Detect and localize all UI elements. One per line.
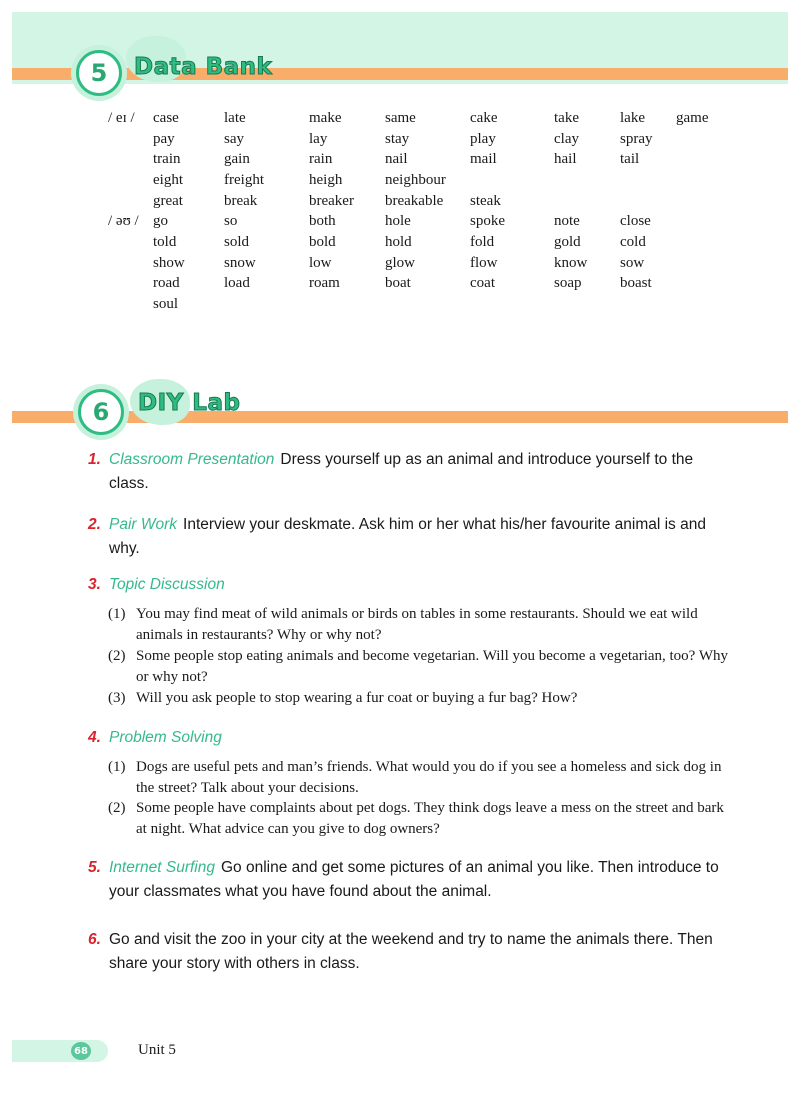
- task-number: 3.: [88, 576, 101, 593]
- task-text: Go online and get some pictures of an animal you like. Then introduce to your classmates what you have found about the animal.: [109, 859, 719, 900]
- discussion-item-1: [108, 604, 728, 645]
- item-number: (1): [108, 759, 126, 775]
- word-cell: rain: [309, 151, 333, 168]
- word-cell: [554, 294, 620, 315]
- word-row: [108, 108, 726, 129]
- word-cell: so: [224, 213, 238, 230]
- task-2: [88, 513, 728, 561]
- word-cell: eight: [153, 171, 183, 188]
- word-cell: heigh: [309, 171, 343, 188]
- problem-item-2: [108, 798, 728, 839]
- word-cell: show: [153, 254, 185, 271]
- section-5-number: 5: [76, 50, 122, 96]
- word-cell: glow: [385, 254, 415, 271]
- word-cell: lay: [309, 130, 328, 147]
- data-bank-table: [108, 108, 726, 315]
- task-3: [88, 573, 728, 597]
- task-number: 6.: [88, 931, 101, 948]
- item-number: (2): [108, 800, 126, 816]
- word-cell: [676, 170, 726, 191]
- task-name: Internet Surfing: [109, 859, 215, 876]
- section-6-title: DIY Lab: [138, 390, 241, 416]
- word-cell: [676, 232, 726, 253]
- word-cell: pay: [153, 130, 175, 147]
- word-cell: [309, 294, 385, 315]
- word-cell: nail: [385, 151, 408, 168]
- word-cell: neighbour: [385, 171, 446, 188]
- word-cell: snow: [224, 254, 256, 271]
- word-cell: hail: [554, 151, 577, 168]
- word-cell: hold: [385, 233, 412, 250]
- word-cell: spoke: [470, 213, 505, 230]
- word-cell: boast: [620, 275, 652, 292]
- task-4: [88, 726, 728, 750]
- discussion-item-2: [108, 646, 728, 687]
- task-number: 5.: [88, 859, 101, 876]
- word-cell: [224, 294, 309, 315]
- word-cell: game: [676, 109, 709, 126]
- word-cell: gain: [224, 151, 250, 168]
- item-text: You may find meat of wild animals or birds on tables in some restaurants. Should we eat wild animals in restaurants? Why or why not?: [136, 606, 698, 643]
- word-cell: gold: [554, 233, 581, 250]
- section-6-band: [12, 411, 788, 423]
- word-row: [108, 170, 726, 191]
- word-cell: [676, 294, 726, 315]
- word-cell: say: [224, 130, 244, 147]
- phonetic-symbol: [108, 129, 153, 150]
- phonetic-symbol: [108, 191, 153, 212]
- word-cell: lake: [620, 109, 645, 126]
- item-text: Some people have complaints about pet dogs. They think dogs leave a mess on the street and bark at night. What advice can you give to dog owners?: [136, 800, 724, 837]
- phonetic-symbol: / əʊ /: [108, 213, 139, 230]
- word-cell: road: [153, 275, 180, 292]
- word-cell: play: [470, 130, 496, 147]
- item-number: (1): [108, 606, 126, 622]
- word-cell: fold: [470, 233, 495, 250]
- task-text: Interview your deskmate. Ask him or her what his/her favourite animal is and why.: [109, 516, 706, 557]
- task-1: [88, 448, 728, 496]
- word-cell: [554, 170, 620, 191]
- word-cell: soul: [153, 296, 179, 313]
- word-cell: load: [224, 275, 250, 292]
- word-cell: sold: [224, 233, 250, 250]
- phonetic-symbol: / eɪ /: [108, 109, 135, 126]
- word-row: [108, 294, 726, 315]
- word-cell: [620, 170, 676, 191]
- word-cell: great: [153, 192, 183, 209]
- word-cell: breaker: [309, 192, 354, 209]
- problem-item-1: [108, 757, 728, 798]
- word-cell: cold: [620, 233, 646, 250]
- phonetic-symbol: [108, 232, 153, 253]
- word-cell: bold: [309, 233, 336, 250]
- word-cell: soap: [554, 275, 582, 292]
- word-cell: hole: [385, 213, 411, 230]
- word-cell: late: [224, 109, 246, 126]
- word-cell: clay: [554, 130, 579, 147]
- word-row: [108, 211, 726, 232]
- word-cell: [676, 211, 726, 232]
- footer-bar: [12, 1040, 108, 1062]
- page-number: 68: [71, 1042, 91, 1060]
- task-name: Pair Work: [109, 516, 178, 533]
- word-cell: [470, 170, 554, 191]
- word-cell: low: [309, 254, 332, 271]
- task-number: 2.: [88, 516, 101, 533]
- word-cell: [470, 294, 554, 315]
- word-cell: roam: [309, 275, 340, 292]
- word-cell: cake: [470, 109, 498, 126]
- task-name: Problem Solving: [109, 729, 222, 746]
- task-6: [88, 928, 728, 976]
- task-text: Go and visit the zoo in your city at the weekend and try to name the animals there. Then share your story with others in class.: [109, 931, 713, 972]
- word-cell: [620, 191, 676, 212]
- word-row: [108, 253, 726, 274]
- word-cell: same: [385, 109, 416, 126]
- word-cell: note: [554, 213, 580, 230]
- word-cell: spray: [620, 130, 653, 147]
- section-5-title: Data Bank: [134, 54, 273, 80]
- phonetic-symbol: [108, 274, 153, 295]
- item-number: (2): [108, 648, 126, 664]
- word-cell: [385, 294, 470, 315]
- phonetic-symbol: [108, 294, 153, 315]
- word-cell: [676, 253, 726, 274]
- word-cell: boat: [385, 275, 411, 292]
- word-cell: [676, 129, 726, 150]
- task-name: Classroom Presentation: [109, 451, 275, 468]
- item-number: (3): [108, 690, 126, 706]
- word-cell: breakable: [385, 192, 444, 209]
- item-text: Will you ask people to stop wearing a fur coat or buying a fur bag? How?: [136, 690, 578, 706]
- word-cell: [676, 191, 726, 212]
- word-cell: know: [554, 254, 588, 271]
- item-text: Some people stop eating animals and become vegetarian. Will you become a vegetarian, too? Why or why not?: [136, 648, 728, 685]
- word-cell: told: [153, 233, 177, 250]
- word-cell: [676, 149, 726, 170]
- word-cell: break: [224, 192, 258, 209]
- word-cell: [620, 294, 676, 315]
- unit-label: Unit 5: [138, 1042, 176, 1058]
- word-cell: stay: [385, 130, 410, 147]
- word-cell: close: [620, 213, 651, 230]
- word-cell: case: [153, 109, 179, 126]
- word-cell: train: [153, 151, 181, 168]
- word-cell: mail: [470, 151, 497, 168]
- task-number: 4.: [88, 729, 101, 746]
- word-row: [108, 232, 726, 253]
- word-cell: take: [554, 109, 579, 126]
- phonetic-symbol: [108, 170, 153, 191]
- word-cell: go: [153, 213, 168, 230]
- word-row: [108, 149, 726, 170]
- section-6-number: 6: [78, 389, 124, 435]
- word-cell: freight: [224, 171, 264, 188]
- task-number: 1.: [88, 451, 101, 468]
- word-cell: make: [309, 109, 342, 126]
- task-name: Topic Discussion: [109, 576, 225, 593]
- item-text: Dogs are useful pets and man’s friends. What would you do if you see a homeless and sick dog in the street? Talk about your decisions.: [136, 759, 722, 796]
- phonetic-symbol: [108, 253, 153, 274]
- phonetic-symbol: [108, 149, 153, 170]
- word-cell: flow: [470, 254, 498, 271]
- task-5: [88, 856, 728, 904]
- word-row: [108, 191, 726, 212]
- word-row: [108, 274, 726, 295]
- word-cell: tail: [620, 151, 640, 168]
- word-cell: sow: [620, 254, 645, 271]
- discussion-item-3: [108, 688, 728, 709]
- task-text: Dress yourself up as an animal and introduce yourself to the class.: [109, 451, 694, 492]
- word-cell: [554, 191, 620, 212]
- word-cell: both: [309, 213, 336, 230]
- word-cell: coat: [470, 275, 495, 292]
- word-cell: steak: [470, 192, 501, 209]
- word-cell: [676, 274, 726, 295]
- word-row: [108, 129, 726, 150]
- section-5-band: [12, 68, 788, 80]
